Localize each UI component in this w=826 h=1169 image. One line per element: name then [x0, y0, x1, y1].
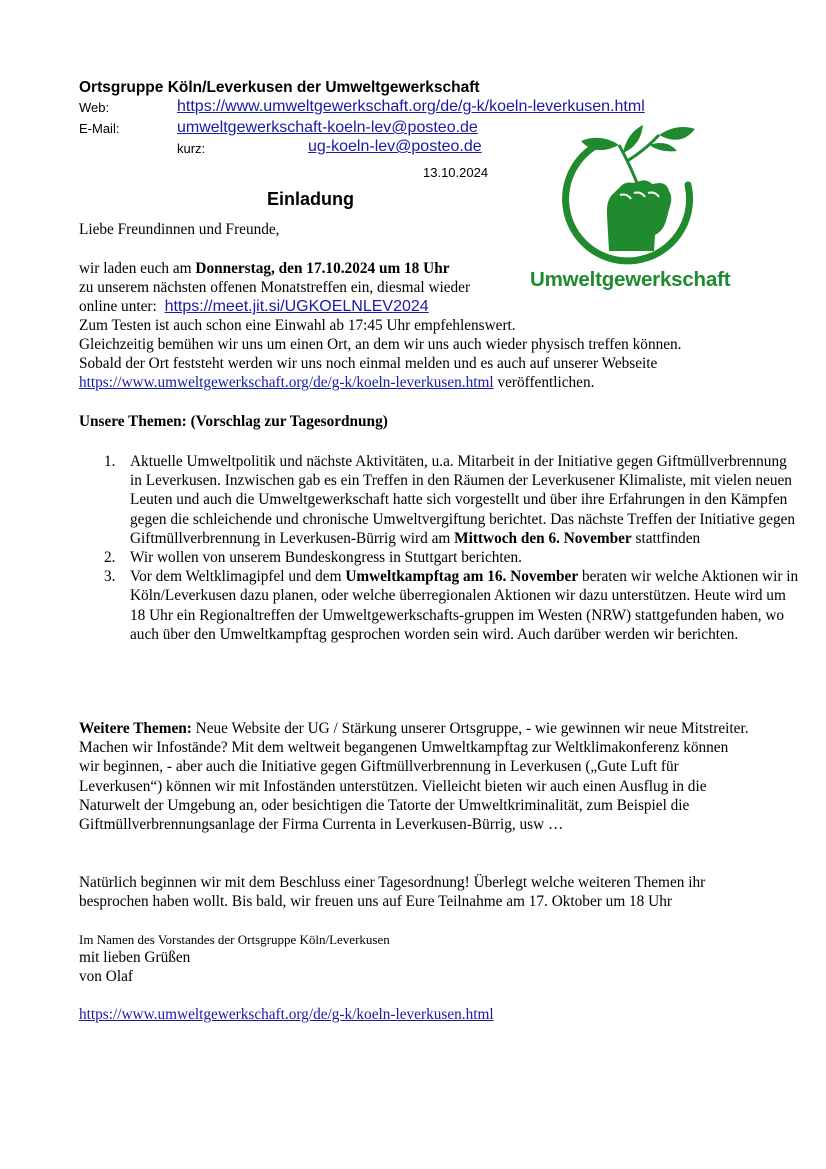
email-label: E-Mail: — [79, 121, 120, 136]
agenda-item-highlight: Mittwoch den 6. November — [454, 529, 632, 547]
invite-text: wir laden euch am — [79, 260, 196, 277]
online-label: online unter: — [79, 298, 161, 315]
place-line-2: Sobald der Ort feststeht werden wir uns noch einmal melden und es auch auf unserer Webseite — [79, 355, 658, 372]
meeting-date: Donnerstag, den 17.10.2024 um 18 Uhr — [195, 260, 450, 277]
agenda-item-number: 3. — [104, 568, 116, 586]
invitation-heading: Einladung — [267, 189, 354, 209]
letter-date: 13.10.2024 — [423, 165, 489, 180]
on-behalf-line: Im Namen des Vorstandes der Ortsgruppe Köln/Leverkusen — [79, 932, 390, 947]
organization-title: Ortsgruppe Köln/Leverkusen der Umweltgewerkschaft — [79, 79, 480, 96]
website-link-inline[interactable]: https://www.umweltgewerkschaft.org/de/g-k/koeln-leverkusen.html — [79, 374, 494, 391]
greeting: mit lieben Grüßen — [79, 949, 191, 966]
signature: von Olaf — [79, 968, 133, 985]
agenda-item-text-end: stattfinden — [631, 529, 701, 547]
online-line — [79, 298, 429, 316]
closing-paragraph: Natürlich beginnen wir mit dem Beschluss einer Tagesordnung! Überlegt welche weiteren Themen ihr besprochen haben wollt. Bis bald, wir freuen uns auf Eure Teilnahme am 17. Oktober um 18 Uhr — [79, 874, 706, 911]
meeting-link[interactable]: https://meet.jit.si/UGKOELNLEV2024 — [164, 298, 429, 315]
agenda-item-text: Wir wollen von unserem Bundeskongress in Stuttgart berichten. — [130, 549, 522, 567]
agenda-item — [104, 567, 802, 644]
testing-note: Zum Testen ist auch schon eine Einwahl ab 17:45 Uhr empfehlenswert. — [79, 317, 516, 334]
email-link[interactable]: umweltgewerkschaft-koeln-lev@posteo.de — [177, 119, 478, 136]
place-line-1: Gleichzeitig bemühen wir uns um einen Ort, an dem wir uns auch wieder physisch treffen können. — [79, 336, 682, 353]
agenda-item-highlight: Umweltkampftag am 16. November — [345, 568, 579, 586]
agenda-item-text: Vor dem Weltklimagipfel und dem — [130, 568, 346, 586]
topics-heading: Unsere Themen: (Vorschlag zur Tagesordnung) — [79, 413, 388, 430]
agenda-item-text-end: beraten wir welche Aktionen wir in Köln/Leverkusen dazu planen, oder welche überregionalen Aktionen wir dazu unterstützen. Heute wird um 18 Uhr ein Regionaltreffen der Umweltgewerkschafts-gruppen im Westen (NRW) stattgefunden haben, wo auch über den Umweltkampftag gesprochen worden sein wird. Auch darüber werden wir berichten. — [130, 568, 799, 643]
agenda-item-number: 1. — [104, 453, 116, 470]
further-topics-label: Weitere Themen: — [79, 720, 192, 737]
further-topics-text: Neue Website der UG / Stärkung unserer Ortsgruppe, - wie gewinnen wir neue Mitstreiter. Machen wir Infostände? Mit dem weltweit begangenen Umweltkampftag zur Weltklimakonferenz können wir beginnen, - aber auch die Initiative gegen Giftmüllverbrennung in Leverkusen („Gute Luft für Leverkusen“) können wir mit Infoständen unterstützen. Vielleicht bieten wir auch einen Ausflug in die Naturwelt der Umgebung an, oder besichtigen die Tatorte der Umweltkriminalität, zum Beispiel die Giftmüllverbrennungsanlage der Firma Currenta in Leverkusen-Bürrig, usw … — [79, 720, 749, 834]
short-email-link[interactable]: ug-koeln-lev@posteo.de — [308, 138, 482, 155]
agenda-item-number: 2. — [104, 549, 116, 567]
invite-line — [79, 260, 450, 278]
agenda-item — [104, 452, 802, 548]
short-email-label: kurz: — [177, 141, 206, 156]
place-line-3 — [79, 374, 594, 392]
logo-text: Umweltgewerkschaft — [530, 268, 731, 291]
agenda-item — [104, 548, 802, 567]
agenda-list — [79, 452, 802, 644]
further-topics — [79, 719, 749, 834]
web-label: Web: — [79, 100, 110, 115]
place-suffix: veröffentlichen. — [493, 374, 595, 391]
agenda-item-text: Aktuelle Umweltpolitik und nächste Aktivitäten, u.a. Mitarbeit in der Initiative gegen Giftmüllverbrennung in Leverkusen. Inzwischen gab es ein Treffen in den Räumen der Leverkusener Klimaliste, mit vielen neuen Leuten und auch die Umweltgewerkschaft hatte sich vorgestellt und über ihre Erfahrungen in den Kämpfen gegen die schleichende und chronische Umweltvergiftung berichtet. Das nächste Treffen der Initiative gegen Giftmüllverbrennung in Leverkusen-Bürrig wird am — [130, 453, 796, 547]
invite-line-2: zu unserem nächsten offenen Monatstreffen ein, diesmal wieder — [79, 279, 471, 296]
footer-website-link[interactable]: https://www.umweltgewerkschaft.org/de/g-k/koeln-leverkusen.html — [79, 1006, 494, 1023]
salutation: Liebe Freundinnen und Freunde, — [79, 221, 280, 238]
website-link[interactable]: https://www.umweltgewerkschaft.org/de/g-k/koeln-leverkusen.html — [177, 98, 645, 115]
